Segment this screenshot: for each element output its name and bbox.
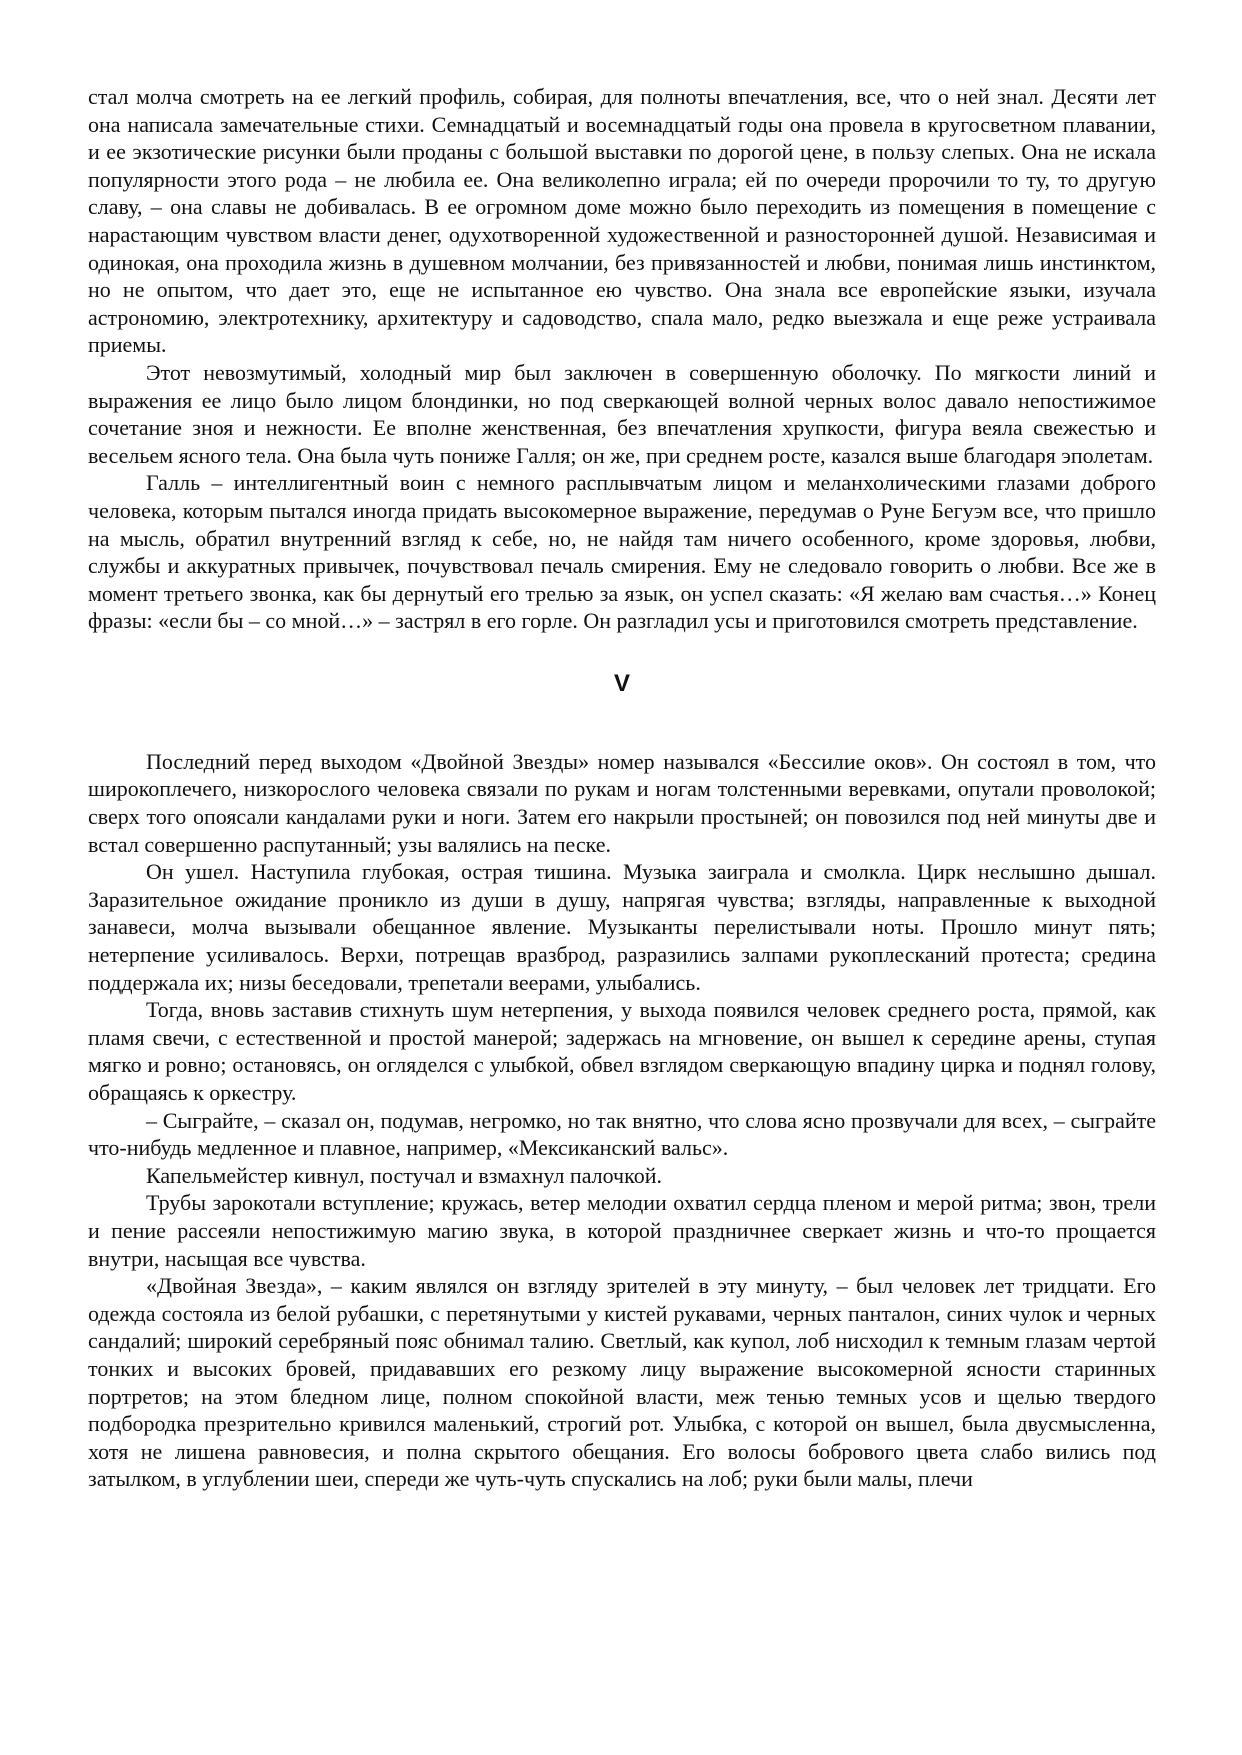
paragraph-dialogue: – Сыграйте, – сказал он, подумав, негромко, но так внятно, что слова ясно прозвучали для всех, – сыграйте что-нибудь медленное и плавное, например, «Мексиканский вальс».: [88, 1107, 1156, 1161]
chapter-heading: V: [613, 669, 630, 697]
page-body: [88, 83, 1156, 1493]
paragraph: Капельмейстер кивнул, постучал и взмахнул палочкой.: [146, 1162, 662, 1188]
paragraph: «Двойная Звезда», – каким являлся он взгляду зрителей в эту минуту, – был человек лет тридцати. Его одежда состояла из белой рубашки, с перетянутыми у кистей рукавами, черных панталон, синих чулок и черных сандалий; широкий серебряный пояс обнимал талию. Светлый, как купол, лоб нисходил к темным глазам чертой тонких и высоких бровей, придававших его резкому лицу выражение высокомерной ясности старинных портретов; на этом бледном лице, полном спокойной власти, меж тенью темных усов и щелью твердого подбородка презрительно кривился маленький, строгий рот. Улыбка, с которой он вышел, была двусмысленна, хотя не лишена равновесия, и полна скрытого обещания. Его волосы бобрового цвета слабо вились под затылком, в углублении шеи, спереди же чуть-чуть спускались на лоб; руки были малы, плечи: [88, 1273, 1156, 1492]
paragraph-continued: стал молча смотреть на ее легкий профиль, собирая, для полноты впечатления, все, что о ней знал. Десяти лет она написала замечательные стихи. Семнадцатый и восемнадцатый годы она провела в кругосветном плавании, и ее экзотические рисунки были проданы с большой выставки по дорогой цене, в пользу слепых. Она не искала популярности этого рода – не любила ее. Она великолепно играла; ей по очереди пророчили то ту, то другую славу, – она славы не добивалась. В ее огромном доме можно было переходить из помещения в помещение с нарастающим чувством власти денег, одухотворенной художественной и разносторонней душой. Независимая и одинокая, она проходила жизнь в душевном молчании, без привязанностей и любви, понимая лишь инстинктом, но не опытом, что дает это, еще не испытанное ею чувство. Она знала все европейские языки, изучала астрономию, электротехнику, архитектуру и садоводство, спала мало, редко выезжала и еще реже устраивала приемы.: [88, 84, 1156, 358]
paragraph: Он ушел. Наступила глубокая, острая тишина. Музыка заиграла и смолкла. Цирк неслышно дышал. Заразительное ожидание проникло из души в душу, напрягая чувства; взгляды, направленные к выходной занавеси, молча вызывали обещанное явление. Музыканты перелистывали ноты. Прошло минут пять; нетерпение усиливалось. Верхи, потрещав вразброд, разразились залпами рукоплесканий протеста; средина поддержала их; низы беседовали, трепетали веерами, улыбались.: [88, 859, 1156, 995]
paragraph: Последний перед выходом «Двойной Звезды» номер назывался «Бессилие оков». Он состоял в том, что широкоплечего, низкорослого человека связали по рукам и ногам толстенными веревками, опутали проволокой; сверх того опоясали кандалами руки и ноги. Затем его накрыли простыней; он повозился под ней минуты две и встал совершенно распутанный; узы валялись на песке.: [88, 748, 1156, 857]
paragraph: Тогда, вновь заставив стихнуть шум нетерпения, у выхода появился человек среднего роста, прямой, как пламя свечи, с естественной и простой манерой; задержась на мгновение, он вышел к середине арены, ступая мягко и ровно; остановясь, он огляделся с улыбкой, обвел взглядом сверкающую впадину цирка и поднял голову, обращаясь к оркестру.: [88, 997, 1156, 1105]
paragraph: Трубы зарокотали вступление; кружась, ветер мелодии охватил сердца пленом и мерой ритма; звон, трели и пение рассеяли непостижимую магию звука, в которой праздничнее сверкает жизнь и что-то прощается внутри, насыщая все чувства.: [88, 1190, 1156, 1271]
paragraph: Галль – интеллигентный воин с немного расплывчатым лицом и меланхолическими глазами доброго человека, которым пытался иногда придать высокомерное выражение, передумав о Руне Бегуэм все, что пришло на мысль, обратил внутренний взгляд к себе, но, не найдя там ничего особенного, кроме здоровья, любви, службы и аккуратных привычек, почувствовал печаль смирения. Ему не следовало говорить о любви. Все же в момент третьего звонка, как бы дернутый его трелью за язык, он успел сказать: «Я желаю вам счастья…» Конец фразы: «если бы – со мной…» – застрял в его горле. Он разгладил усы и приготовился смотреть представление.: [88, 470, 1156, 634]
paragraph: Этот невозмутимый, холодный мир был заключен в совершенную оболочку. По мягкости линий и выражения ее лицо было лицом блондинки, но под сверкающей волной черных волос давало непостижимое сочетание зноя и нежности. Ее вполне женственная, без впечатления хрупкости, фигура веяла свежестью и весельем ясного тела. Она была чуть пониже Галля; он же, при среднем росте, казался выше благодаря эполетам.: [88, 359, 1156, 468]
